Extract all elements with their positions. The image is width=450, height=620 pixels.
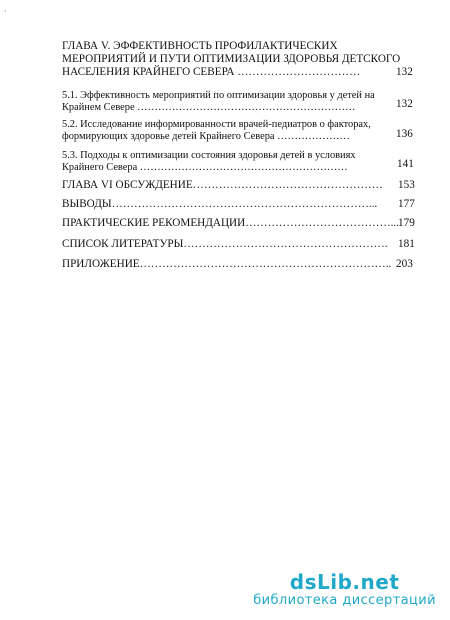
toc-appendix-page: 203 [396, 258, 413, 270]
toc-conclusions: ВЫВОДЫ……………………………………………………………... [62, 198, 378, 210]
toc-references: СПИСОК ЛИТЕРАТУРЫ………………………………………………. [62, 238, 388, 250]
toc-s52-page: 136 [396, 128, 413, 140]
toc-s53-page: 141 [397, 158, 414, 170]
toc-chapter6: ГЛАВА VI ОБСУЖДЕНИЕ…………………………………………… [62, 179, 383, 191]
toc-chapter6-page: 153 [398, 179, 415, 191]
corner-mark: · [4, 7, 7, 16]
toc-s53-line2: Крайнего Севера …………………………………………………… [62, 162, 348, 173]
toc-s53-line1: 5.3. Подходы к оптимизации состояния здоровья детей в условиях [62, 150, 356, 161]
watermark-logo: dsLib.net [289, 570, 400, 594]
watermark [253, 571, 436, 608]
toc-recommendations: ПРАКТИЧЕСКИЕ РЕКОМЕНДАЦИИ…………………………………... [62, 217, 400, 229]
toc-chapter5-line1: ГЛАВА V. ЭФФЕКТИВНОСТЬ ПРОФИЛАКТИЧЕСКИХ [62, 40, 338, 52]
toc-s52-line2: формирующих здоровье детей Крайнего Севера ………………… [62, 131, 350, 142]
toc-s51-page: 132 [396, 98, 413, 110]
toc-chapter5-line3: НАСЕЛЕНИЯ КРАЙНЕГО СЕВЕРА …………………………… [62, 66, 361, 78]
toc-references-page: 181 [398, 238, 415, 250]
toc-conclusions-page: 177 [398, 198, 415, 210]
toc-recommendations-page: 179 [398, 217, 415, 229]
toc-s51-line2: Крайнем Севере ……………………………………………………… [62, 102, 356, 113]
watermark-subtitle: библиотека диссертаций [253, 593, 436, 608]
toc-s52-line1: 5.2. Исследование информированности врачей-педиатров о факторах, [62, 119, 371, 130]
toc-chapter5-line2: МЕРОПРИЯТИЙ И ПУТИ ОПТИМИЗАЦИИ ЗДОРОВЬЯ ДЕТСКОГО [62, 53, 401, 65]
toc-s51-line1: 5.1. Эффективность мероприятий по оптимизации здоровья у детей на [62, 90, 375, 101]
toc-appendix: ПРИЛОЖЕНИЕ………………………………………………………….. [62, 258, 392, 270]
toc-chapter5-page: 132 [396, 66, 413, 78]
